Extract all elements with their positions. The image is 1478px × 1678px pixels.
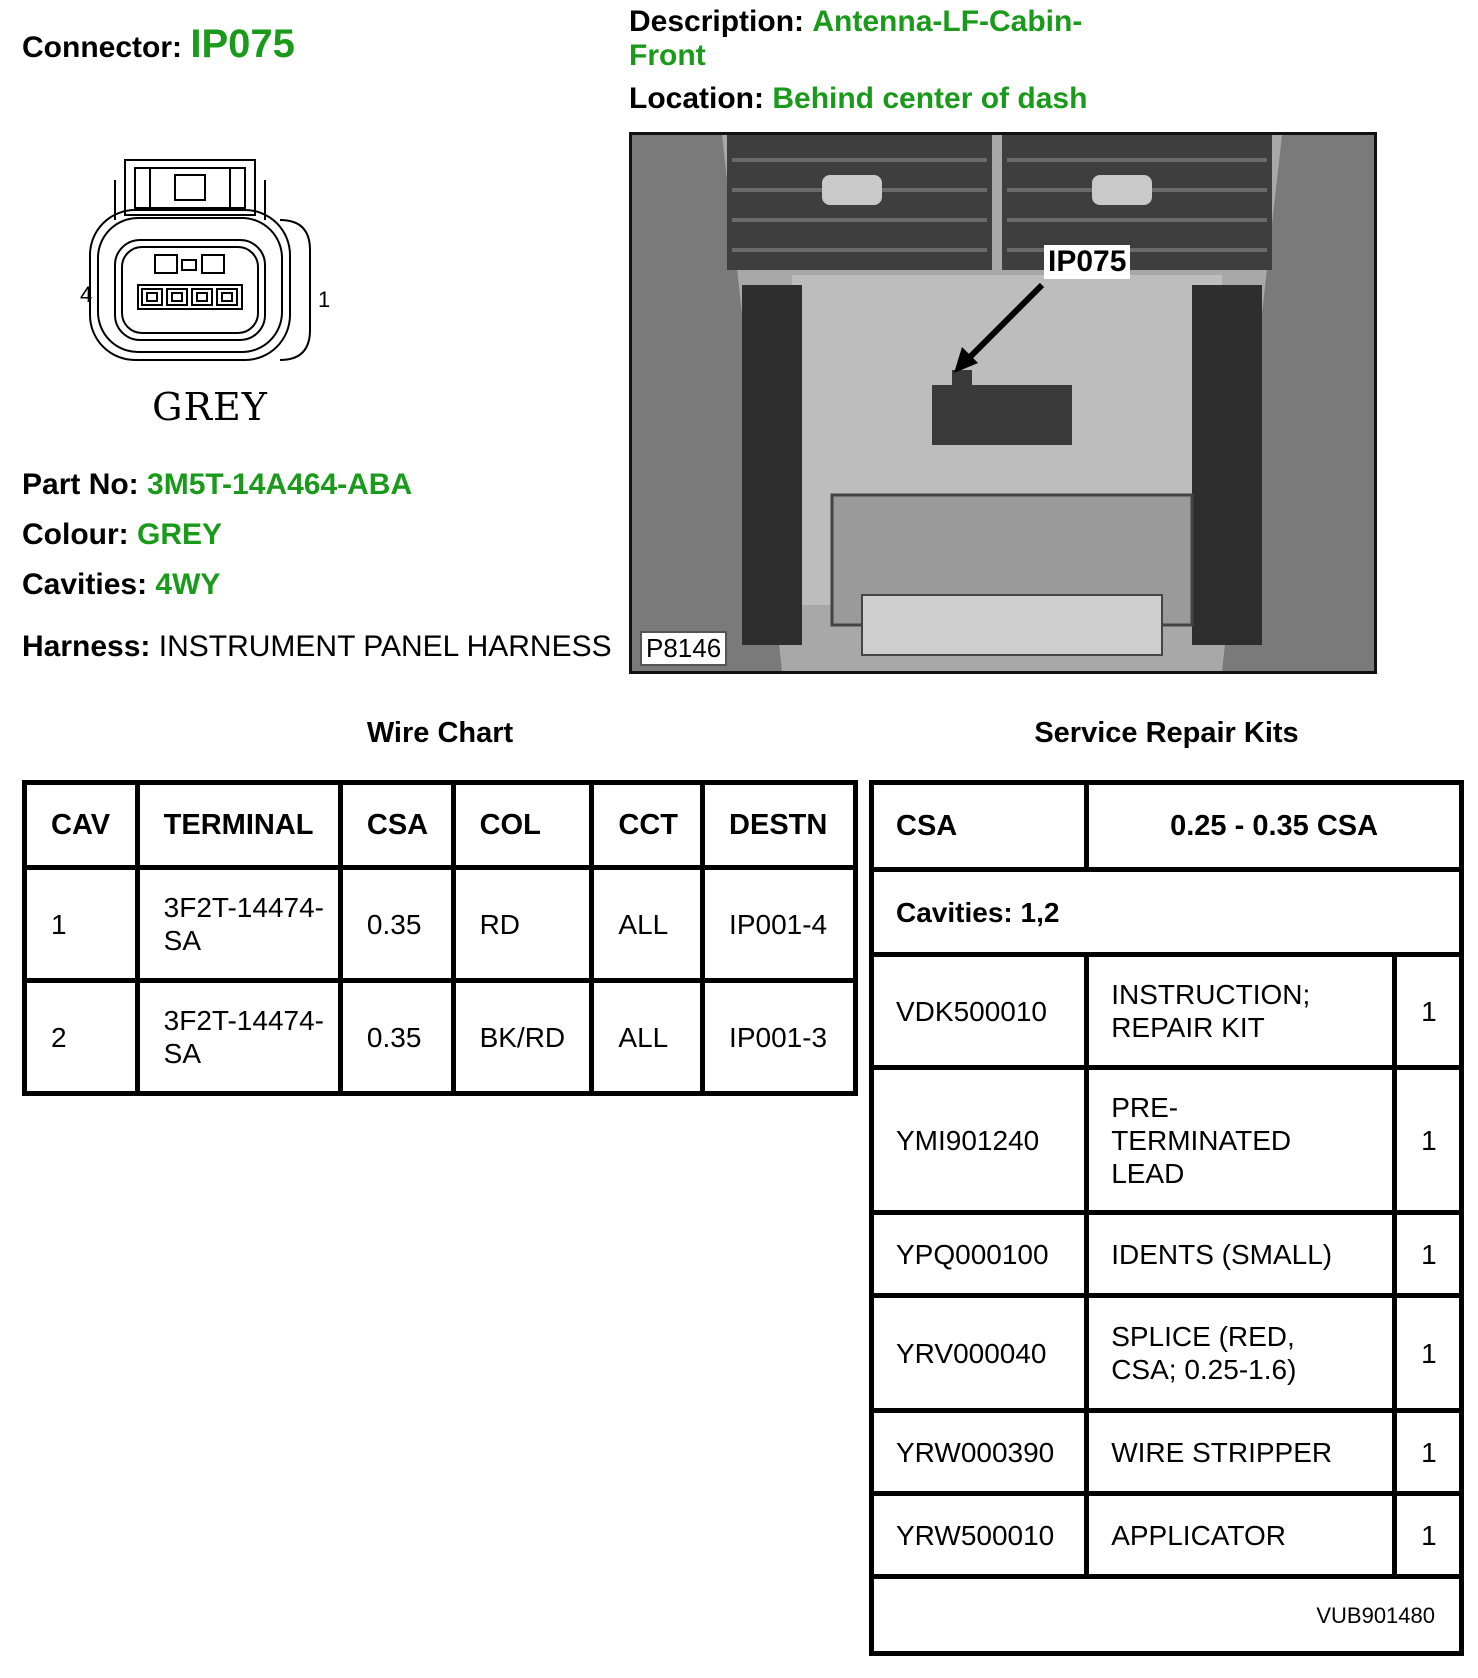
harness-line [22, 630, 612, 664]
description-value: Antenna-LF-Cabin-Front [629, 5, 1083, 72]
cell-terminal: 3F2T-14474-SA [137, 981, 340, 1094]
cavities-label: Cavities: [22, 568, 148, 601]
table-row [872, 1068, 1462, 1213]
photo-reference: P8146 [640, 631, 727, 666]
cell-cct: ALL [592, 981, 703, 1094]
cell-cav: 1 [25, 868, 138, 981]
kit-description: SPLICE (RED, CSA; 0.25-1.6) [1087, 1296, 1395, 1411]
connector-id: IP075 [190, 22, 295, 66]
colour-label: Colour: [22, 518, 129, 551]
cell-csa: 0.35 [340, 868, 453, 981]
photo-callout-label: IP075 [1044, 245, 1130, 279]
header-terminal: TERMINAL [137, 783, 340, 868]
kits-header-row [872, 783, 1462, 870]
header-destn: DESTN [703, 783, 856, 868]
location-photo-illustration [632, 135, 1374, 671]
wire-chart-title: Wire Chart [366, 717, 514, 749]
kit-quantity: 1 [1395, 955, 1462, 1068]
kit-description: APPLICATOR [1087, 1494, 1395, 1577]
location-photo [629, 132, 1377, 674]
cell-terminal: 3F2T-14474-SA [137, 868, 340, 981]
harness-value: INSTRUMENT PANEL HARNESS [158, 630, 612, 663]
kit-part-number: YMI901240 [872, 1068, 1087, 1213]
kit-quantity: 1 [1395, 1296, 1462, 1411]
colour-value: GREY [136, 518, 223, 551]
kit-part-number: YRW000390 [872, 1411, 1087, 1494]
cell-csa: 0.35 [340, 981, 453, 1094]
cell-cav: 2 [25, 981, 138, 1094]
header-col: COL [453, 783, 592, 868]
connector-colour-caption: GREY [152, 385, 268, 429]
part-no-label: Part No: [22, 468, 139, 501]
kit-description: IDENTS (SMALL) [1087, 1213, 1395, 1296]
repair-kits-table [869, 780, 1464, 1656]
kit-description: WIRE STRIPPER [1087, 1411, 1395, 1494]
kit-quantity: 1 [1395, 1068, 1462, 1213]
kits-header-range: 0.25 - 0.35 CSA [1087, 783, 1462, 870]
pin-1-label: 1 [318, 287, 331, 312]
table-row [872, 955, 1462, 1068]
table-row [25, 981, 856, 1094]
cell-col: BK/RD [453, 981, 592, 1094]
kit-part-number: YRW500010 [872, 1494, 1087, 1577]
kit-quantity: 1 [1395, 1494, 1462, 1577]
wire-chart-header-row [25, 783, 856, 868]
kit-part-number: VDK500010 [872, 955, 1087, 1068]
table-row [872, 1411, 1462, 1494]
table-row [872, 1296, 1462, 1411]
table-row [872, 1494, 1462, 1577]
kits-footer-row [872, 1577, 1462, 1654]
cell-destn: IP001-3 [703, 981, 856, 1094]
cell-col: RD [453, 868, 592, 981]
part-no-line [22, 468, 412, 502]
cell-cct: ALL [592, 868, 703, 981]
harness-label: Harness: [22, 630, 151, 663]
header-cct: CCT [592, 783, 703, 868]
kit-quantity: 1 [1395, 1411, 1462, 1494]
colour-line [22, 518, 222, 552]
description-label: Description: [629, 5, 805, 38]
table-row [872, 1213, 1462, 1296]
wire-chart-table [22, 780, 858, 1096]
kit-part-number: YPQ000100 [872, 1213, 1087, 1296]
kit-description: PRE-TERMINATED LEAD [1087, 1068, 1395, 1213]
kit-part-number: YRV000040 [872, 1296, 1087, 1411]
kits-footer-code: VUB901480 [872, 1577, 1462, 1654]
header-csa: CSA [340, 783, 453, 868]
kits-cavities-row [872, 870, 1462, 955]
location-value: Behind center of dash [772, 82, 1088, 115]
kits-header-csa: CSA [872, 783, 1087, 870]
cavities-line [22, 568, 220, 602]
cavities-value: 4WY [155, 568, 221, 601]
repair-kits-title: Service Repair Kits [1034, 717, 1299, 749]
part-no-value: 3M5T-14A464-ABA [147, 468, 413, 501]
header-cav: CAV [25, 783, 138, 868]
connector-label: Connector: [22, 31, 182, 64]
kits-cavities: Cavities: 1,2 [872, 870, 1462, 955]
connector-line [22, 22, 295, 67]
location-line [629, 82, 1087, 116]
location-label: Location: [629, 82, 764, 115]
kit-description: INSTRUCTION; REPAIR KIT [1087, 955, 1395, 1068]
cell-destn: IP001-4 [703, 868, 856, 981]
description-line [629, 5, 1129, 73]
table-row [25, 868, 856, 981]
pin-4-label: 4 [80, 282, 93, 307]
kit-quantity: 1 [1395, 1213, 1462, 1296]
